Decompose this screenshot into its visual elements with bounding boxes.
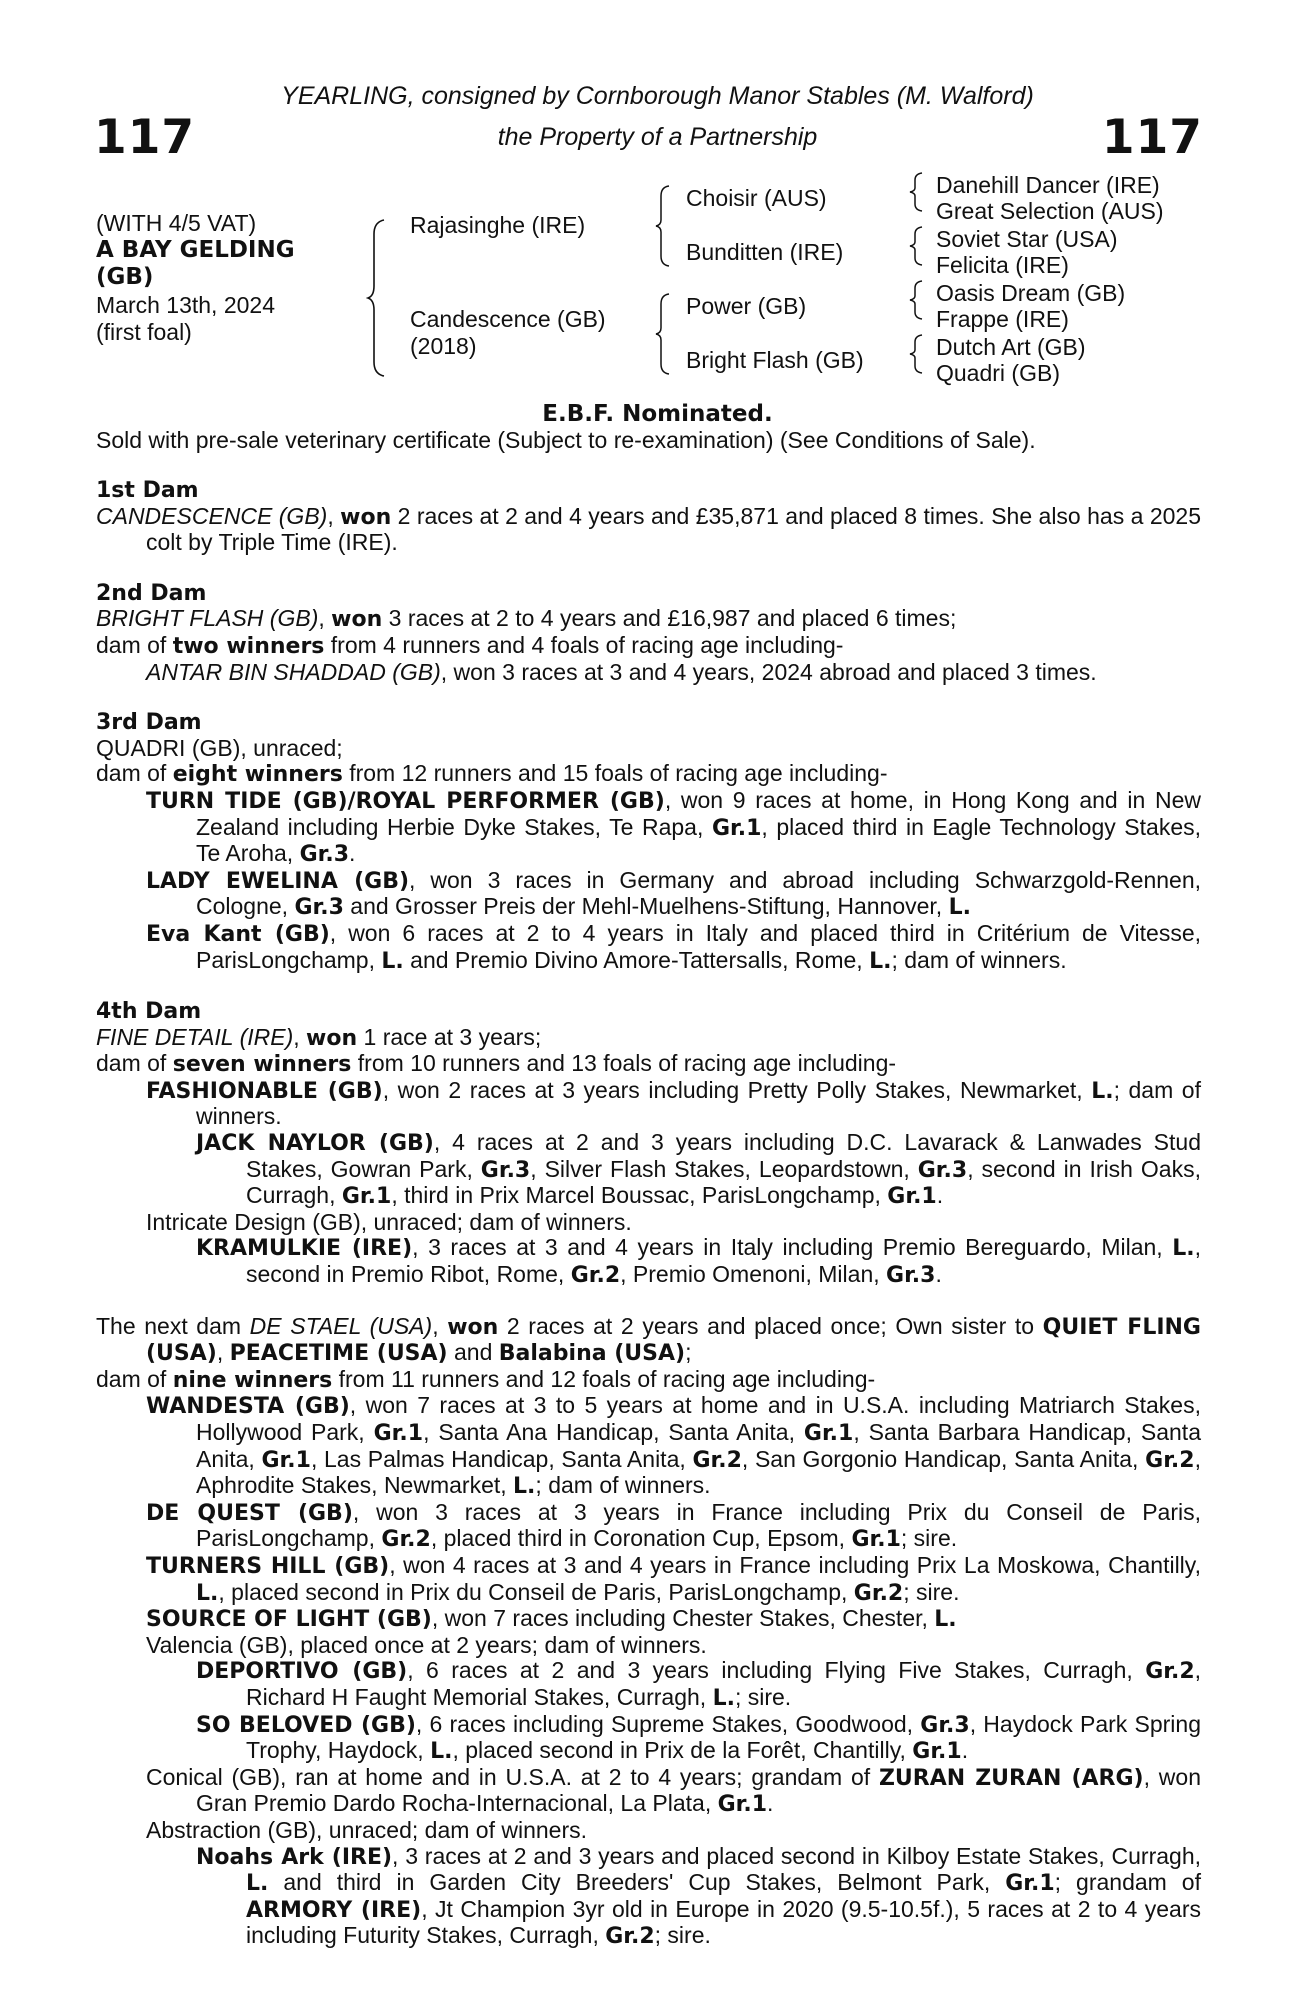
horse-name: TURN TIDE (GB)/ROYAL PERFORMER (GB) xyxy=(146,788,665,814)
pedigree-brace-main xyxy=(366,218,390,378)
horse-name: FINE DETAIL (IRE) xyxy=(96,1023,294,1050)
dam-record: FINE DETAIL (IRE), won 1 race at 3 years; xyxy=(96,1023,542,1051)
winners-count: eight winners xyxy=(172,762,343,788)
grade-label: Gr.3 xyxy=(917,1157,968,1183)
record-text: . xyxy=(767,1790,774,1817)
first-dam-section xyxy=(96,478,1201,556)
horse-name: DE STAEL (USA) xyxy=(249,1312,433,1339)
grade-label: L. xyxy=(430,1739,453,1765)
record-text: , placed third in Coronation Cup, Epsom, xyxy=(430,1525,852,1552)
pedigree-dam-sire: Power (GB) xyxy=(686,293,807,319)
record-text: , won 7 races including Chester Stakes, Chester, xyxy=(431,1605,935,1632)
produce-entry xyxy=(96,660,1201,686)
produce-summary xyxy=(96,761,1201,788)
section-title: 3rd Dam xyxy=(96,710,202,736)
record-text: Conical (GB), ran at home and in U.S.A. at 2 to 4 years; grandam of xyxy=(146,1763,879,1790)
grade-label: Gr.2 xyxy=(381,1527,431,1553)
record-text: , won 3 races at 3 and 4 years, 2024 abroad and placed 3 times. xyxy=(440,658,1097,685)
produce-entry: Intricate Design (GB), unraced; dam of winners. xyxy=(146,1208,632,1235)
won-label: won xyxy=(306,1025,358,1051)
record-text: ; sire. xyxy=(903,1578,960,1605)
produce-sub-entry xyxy=(96,1712,1201,1765)
pedigree-g4-7: Dutch Art (GB) xyxy=(936,334,1086,360)
grade-label: Gr.2 xyxy=(853,1580,904,1606)
record-text: , Silver Flash Stakes, Leopardstown, xyxy=(530,1155,918,1182)
record-text: , second in Premio Ribot, Rome, xyxy=(246,1234,1201,1288)
property-line: the Property of a Partnership xyxy=(497,123,818,151)
horse-name: ARMORY (IRE) xyxy=(246,1897,422,1923)
record-text: , won 7 races at 3 to 5 years at home and in U.S.A. including Matriarch Stakes, Hollywood Park, xyxy=(196,1392,1201,1445)
grade-label: L. xyxy=(869,948,892,974)
pedigree-g4-5: Oasis Dream (GB) xyxy=(936,280,1126,306)
pedigree-g4-6: Frappe (IRE) xyxy=(936,306,1069,332)
pedigree-dam-year: (2018) xyxy=(410,333,477,359)
lot-title: A BAY GELDING xyxy=(96,237,295,263)
record-text: , 3 races at 2 and 3 years and placed second in Kilboy Estate Stakes, Curragh, xyxy=(392,1842,1201,1869)
won-label: won xyxy=(447,1314,499,1340)
grade-label: Gr.2 xyxy=(1145,1447,1195,1473)
grade-label: L. xyxy=(948,895,971,921)
record-text: ; sire. xyxy=(654,1922,711,1949)
grade-label: L. xyxy=(1091,1078,1114,1104)
fourth-dam-section xyxy=(96,999,1201,1289)
grade-label: L. xyxy=(381,948,404,974)
third-dam-section xyxy=(96,710,1201,974)
record-text: and Premio Divino Amore-Tattersalls, Rome, xyxy=(403,946,870,973)
pedigree-brace-g3-2 xyxy=(908,226,926,266)
text: from 12 runners and 15 foals of racing age including- xyxy=(342,760,888,787)
horse-name: LADY EWELINA (GB) xyxy=(146,868,410,894)
produce-entry xyxy=(96,1606,1201,1633)
produce-sub-entry xyxy=(96,1130,1201,1210)
record-text: ; dam of winners. xyxy=(891,946,1067,973)
lot-title-origin: (GB) xyxy=(96,264,154,290)
lot-number-left: 117 xyxy=(94,110,196,165)
horse-name: SOURCE OF LIGHT (GB) xyxy=(146,1607,432,1633)
vat-note: (WITH 4/5 VAT) xyxy=(96,210,257,236)
section-title: 1st Dam xyxy=(96,478,199,503)
produce-entry xyxy=(96,1500,1201,1553)
pedigree-brace-sire xyxy=(654,184,674,268)
record-text: 1 race at 3 years; xyxy=(357,1023,542,1050)
horse-name: DEPORTIVO (GB) xyxy=(196,1659,408,1685)
produce-summary xyxy=(96,1051,1201,1078)
record-text: 2 races at 2 and 4 years and £35,871 and placed 8 times. She also has a 2025 colt by Triple Time (IRE). xyxy=(146,502,1201,556)
dam-record: QUADRI (GB), unraced; xyxy=(96,734,343,761)
record-text: , Richard H Faught Memorial Stakes, Curragh, xyxy=(246,1657,1202,1710)
record-text: , Santa Ana Handicap, Santa Anita, xyxy=(423,1419,804,1445)
record-text: , Haydock Park Spring Trophy, Haydock, xyxy=(246,1710,1201,1764)
grade-label: Gr.3 xyxy=(294,895,344,921)
pedigree-g4-2: Great Selection (AUS) xyxy=(936,198,1164,224)
produce-sub-entry xyxy=(96,1658,1201,1711)
grade-label: L. xyxy=(934,1607,957,1633)
pedigree-dam-dam: Bright Flash (GB) xyxy=(686,347,864,373)
text: dam of xyxy=(96,760,173,787)
ebf-nominated: E.B.F. Nominated. xyxy=(542,401,773,427)
grade-label: Gr.1 xyxy=(711,815,762,841)
pedigree-brace-g3-3 xyxy=(908,280,926,320)
record-text: , San Gorgonio Handicap, Santa Anita, xyxy=(741,1445,1146,1472)
pedigree-g4-4: Felicita (IRE) xyxy=(936,252,1069,278)
record-text: , third in Prix Marcel Boussac, ParisLongchamp, xyxy=(391,1182,888,1209)
produce-entry xyxy=(96,868,1201,921)
grade-label: Gr.1 xyxy=(887,1184,937,1210)
horse-name: QUIET FLING (USA) xyxy=(146,1314,1201,1367)
second-dam-section xyxy=(96,581,1201,685)
pedigree-brace-dam xyxy=(654,292,674,376)
grade-label: L. xyxy=(196,1580,219,1606)
text: and xyxy=(447,1339,499,1366)
horse-name: SO BELOVED (GB) xyxy=(196,1712,416,1738)
record-text: and third in Garden City Breeders' Cup Stakes, Belmont Park, xyxy=(268,1869,1006,1896)
grade-label: L. xyxy=(712,1685,735,1711)
text: ; xyxy=(685,1339,692,1366)
dam-record xyxy=(96,1314,1201,1367)
horse-name: Eva Kant (GB) xyxy=(146,921,330,947)
grade-label: Gr.2 xyxy=(570,1263,621,1289)
grade-label: Gr.1 xyxy=(1005,1871,1055,1897)
horse-name: CANDESCENCE (GB) xyxy=(96,502,328,529)
produce-entry xyxy=(96,1553,1201,1606)
produce-summary xyxy=(96,1367,1201,1394)
winners-count: two winners xyxy=(172,633,325,659)
produce-sub-entry xyxy=(96,1844,1201,1950)
record-text: , placed second in Prix de la Forêt, Chantilly, xyxy=(452,1737,913,1764)
record-text: ; sire. xyxy=(900,1525,958,1552)
foaled-date: March 13th, 2024 xyxy=(96,292,276,318)
produce-entry xyxy=(96,1078,1201,1130)
grade-label: Gr.2 xyxy=(605,1924,655,1950)
horse-name: ZURAN ZURAN (ARG) xyxy=(878,1765,1144,1791)
pedigree-sire: Rajasinghe (IRE) xyxy=(410,212,586,238)
record-text: , second in Irish Oaks, Curragh, xyxy=(246,1155,1201,1209)
grade-label: Gr.1 xyxy=(803,1421,854,1446)
pedigree-brace-g3-1 xyxy=(908,172,926,212)
horse-name: TURNERS HILL (GB) xyxy=(146,1553,390,1579)
horse-name: BRIGHT FLASH (GB) xyxy=(96,605,319,632)
grade-label: Gr.1 xyxy=(912,1739,962,1765)
pedigree-g4-1: Danehill Dancer (IRE) xyxy=(936,172,1160,198)
text: The next dam xyxy=(96,1312,250,1339)
pedigree-brace-g3-4 xyxy=(908,334,926,374)
horse-name: Balabina (USA) xyxy=(498,1341,686,1367)
record-text: , Aphrodite Stakes, Newmarket, xyxy=(196,1445,1201,1499)
record-text: . xyxy=(961,1737,969,1764)
lot-number-right: 117 xyxy=(1101,110,1203,165)
record-text: , won 2 races at 3 years including Pretty Polly Stakes, Newmarket, xyxy=(382,1076,1092,1103)
first-foal-note: (first foal) xyxy=(96,319,192,345)
produce-entry xyxy=(96,788,1201,868)
grade-label: L. xyxy=(246,1871,269,1897)
section-title: 4th Dam xyxy=(96,999,202,1025)
text: dam of xyxy=(96,1365,173,1392)
pedigree-sire-sire: Choisir (AUS) xyxy=(686,185,827,211)
record-text: , Jt Champion 3yr old in Europe in 2020 (9.5-10.5f.), 5 races at 2 to 4 years including Futurity Stakes, Curragh, xyxy=(246,1895,1201,1949)
winners-count: nine winners xyxy=(172,1367,333,1393)
record-text: ; grandam of xyxy=(1054,1869,1201,1896)
grade-label: Gr.1 xyxy=(373,1421,424,1446)
record-text: , 3 races at 3 and 4 years in Italy including Premio Bereguardo, Milan, xyxy=(412,1234,1173,1261)
record-text: , 6 races including Supreme Stakes, Goodwood, xyxy=(415,1710,921,1737)
record-text: ; dam of winners. xyxy=(535,1472,711,1499)
produce-entry xyxy=(96,921,1201,974)
record-text: , won 4 races at 3 and 4 years in France including Prix La Moskowa, Chantilly, xyxy=(389,1551,1201,1578)
sale-conditions-note: Sold with pre-sale veterinary certificate (Subject to re-examination) (See Conditions of Sale). xyxy=(96,427,1036,453)
grade-label: L. xyxy=(1172,1236,1195,1262)
text: , xyxy=(216,1339,230,1366)
record-text: , Las Palmas Handicap, Santa Anita, xyxy=(310,1445,693,1472)
record-text: , won 9 races at home, in Hong Kong and in New Zealand including Herbie Dyke Stakes, Te Rapa, xyxy=(196,786,1202,840)
dam-record: CANDESCENCE (GB), won 2 races at 2 and 4 years and £35,871 and placed 8 times. She also has a 2025 colt by Triple Time (IRE). xyxy=(96,502,1201,556)
record-text: , won 3 races in Germany and abroad including Schwarzgold-Rennen, Cologne, xyxy=(196,866,1201,920)
horse-name: JACK NAYLOR (GB) xyxy=(196,1131,434,1157)
grade-label: Gr.2 xyxy=(1145,1659,1195,1685)
text: from 4 runners and 4 foals of racing age including- xyxy=(324,631,844,658)
record-text: , won 3 races at 3 years in France including Prix du Conseil de Paris, ParisLongchamp, xyxy=(196,1498,1201,1552)
text: dam of xyxy=(96,1050,173,1077)
won-label: won xyxy=(340,504,392,530)
produce-entry xyxy=(96,1393,1201,1499)
dam-record: BRIGHT FLASH (GB), won 3 races at 2 to 4 years and £16,987 and placed 6 times; xyxy=(96,605,957,633)
next-dam-section xyxy=(96,1314,1201,1950)
record-text: . xyxy=(936,1182,944,1209)
text: dam of xyxy=(96,631,173,658)
record-text: , won 6 races at 2 to 4 years in Italy and placed third in Critérium de Vitesse, ParisLongchamp, xyxy=(196,919,1201,973)
grade-label: Gr.3 xyxy=(299,842,350,868)
horse-name: WANDESTA (GB) xyxy=(146,1394,350,1420)
grade-label: Gr.1 xyxy=(851,1527,901,1553)
horse-name: ANTAR BIN SHADDAD (GB) xyxy=(146,658,441,685)
record-text: , Premio Omenoni, Milan, xyxy=(620,1261,887,1288)
horse-name: KRAMULKIE (IRE) xyxy=(196,1236,413,1262)
record-text: , 6 races at 2 and 3 years including Flying Five Stakes, Curragh, xyxy=(407,1657,1146,1684)
grade-label: Gr.3 xyxy=(886,1263,936,1289)
catalogue-body xyxy=(96,478,1201,1975)
pedigree-sire-dam: Bunditten (IRE) xyxy=(686,239,844,265)
section-title: 2nd Dam xyxy=(96,580,207,606)
record-text: 2 races at 2 years and placed once; Own sister to xyxy=(498,1312,1043,1339)
winners-count: seven winners xyxy=(172,1052,352,1078)
grade-label: Gr.3 xyxy=(920,1712,970,1738)
record-text: ; sire. xyxy=(734,1683,792,1710)
record-text: . xyxy=(349,840,356,867)
text: from 10 runners and 13 foals of racing age including- xyxy=(351,1050,897,1077)
horse-name: Noahs Ark (IRE) xyxy=(196,1844,393,1870)
produce-summary xyxy=(96,633,1201,660)
grade-label: Gr.1 xyxy=(261,1447,311,1473)
pedigree-g4-3: Soviet Star (USA) xyxy=(936,226,1118,252)
horse-name: FASHIONABLE (GB) xyxy=(146,1078,383,1104)
grade-label: L. xyxy=(513,1474,536,1500)
text: from 11 runners and 12 foals of racing age including- xyxy=(332,1365,876,1392)
record-text: . xyxy=(935,1261,942,1288)
record-text: and Grosser Preis der Mehl-Muelhens-Stiftung, Hannover, xyxy=(343,893,949,920)
record-text: , placed third in Eagle Technology Stakes, Te Aroha, xyxy=(196,813,1202,867)
grade-label: Gr.1 xyxy=(341,1184,392,1210)
record-text: , placed second in Prix du Conseil de Paris, ParisLongchamp, xyxy=(218,1578,854,1605)
produce-entry: Valencia (GB), placed once at 2 years; dam of winners. xyxy=(146,1631,707,1658)
record-text: , 4 races at 2 and 3 years including D.C. Lavarack & Lanwades Stud Stakes, Gowran Park, xyxy=(246,1129,1201,1182)
record-text: , won Gran Premio Dardo Rocha-Internacional, La Plata, xyxy=(196,1763,1201,1817)
produce-entry xyxy=(96,1765,1201,1818)
text: , xyxy=(432,1312,448,1339)
grade-label: Gr.2 xyxy=(692,1447,742,1473)
consignor-line: YEARLING, consigned by Cornborough Manor Stables (M. Walford) xyxy=(281,82,1034,110)
produce-entry: Abstraction (GB), unraced; dam of winners. xyxy=(146,1816,588,1843)
won-label: won xyxy=(331,607,383,633)
produce-sub-entry xyxy=(96,1235,1201,1288)
pedigree-g4-8: Quadri (GB) xyxy=(936,360,1060,386)
grade-label: Gr.1 xyxy=(717,1792,768,1818)
record-text: , Santa Barbara Handicap, Santa Anita, xyxy=(196,1419,1201,1472)
grade-label: Gr.3 xyxy=(480,1157,531,1183)
record-text: ; dam of winners. xyxy=(196,1076,1201,1130)
pedigree-dam: Candescence (GB) xyxy=(410,306,606,332)
record-text: 3 races at 2 to 4 years and £16,987 and placed 6 times; xyxy=(382,605,957,632)
horse-name: PEACETIME (USA) xyxy=(229,1341,448,1367)
horse-name: DE QUEST (GB) xyxy=(146,1500,353,1526)
